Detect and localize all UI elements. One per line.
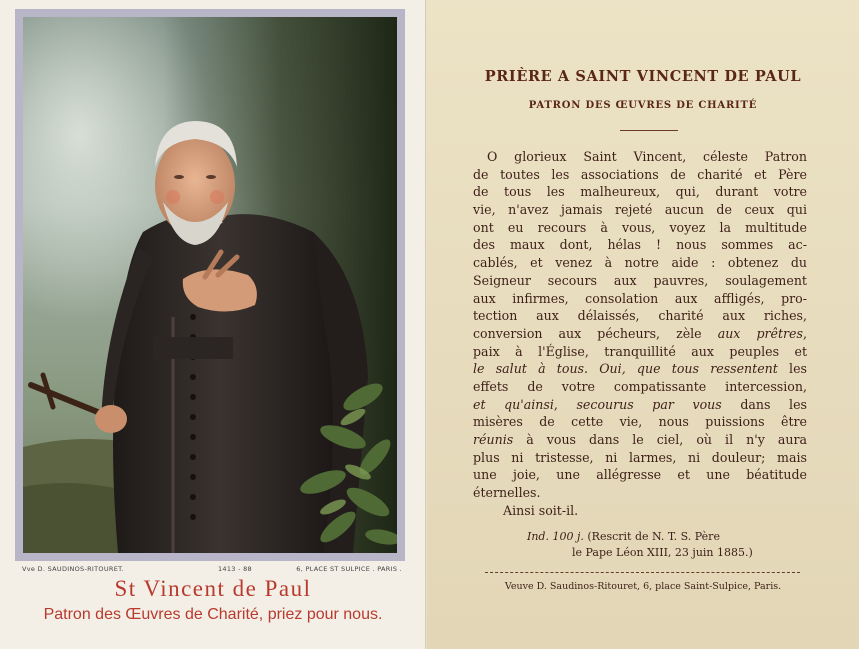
prayer-line-segment: secourus par vous [576,396,722,412]
prayer-line [473,325,807,343]
prayer-line [473,290,807,308]
painting-frame [15,9,405,561]
prayer-line-segment: , [553,396,577,412]
prayer-line-segment: de tous les malheureux, qui, durant votre [473,184,807,200]
prayer-line [473,166,807,184]
prayer-line-segment: Ainsi soit-il. [503,502,579,518]
prayer-line [473,183,807,201]
prayer-line [473,396,807,414]
prayer-line-segment: éternelles. [473,485,541,501]
prayer-line [473,360,807,378]
holy-card-front [0,0,426,649]
imprint-publisher: Vve D. SAUDINOS-RITOURET. [22,565,124,573]
prayer-line-segment: tection aux délaissés, charité aux riches, [473,308,807,324]
card-subtitle: Patron des Œuvres de Charité, priez pour nous. [43,606,383,623]
prayer-subtitle: PATRON DES ŒUVRES DE CHARITÉ [528,100,758,111]
prayer-line [473,502,807,520]
prayer-line [473,219,807,237]
prayer-line-segment: aux infirmes, consolation aux affligés, pro- [473,290,807,306]
prayer-line [473,484,807,502]
prayer-line [473,307,807,325]
prayer-line [473,236,807,254]
prayer-line-segment: à vous dans le ciel, où il n'y aura [513,432,807,447]
prayer-line-segment: effets de votre compatissante intercession, [473,378,807,394]
prayer-line-segment: conversion aux pécheurs, zèle [473,325,718,341]
prayer-line-segment: Seigneur secours aux pauvres, soulagement [473,272,807,288]
indulgence-rescript: (Rescrit de N. T. S. Père [587,530,720,543]
imprint-address: 6, PLACE ST SULPICE . PARIS . [296,565,402,573]
prayer-line-segment: les [777,361,808,377]
prayer-line [473,449,807,467]
prayer-line-segment: aux prêtres [717,325,803,341]
footer-divider [485,572,800,573]
prayer-line-segment: de toutes les associations de charité et Père [473,166,807,182]
imprint-number: 1413 - 88 [218,565,252,573]
indulgence-note [527,529,827,561]
prayer-line [473,254,807,272]
prayer-line-segment: une joie, une allégresse et une béatitude [473,467,807,483]
prayer-line [473,272,807,290]
prayer-line-segment: misères de cette vie, nous puissions être [473,414,807,430]
prayer-line-segment: O glorieux Saint Vincent, céleste Patron [487,149,807,164]
title-divider [620,130,678,131]
prayer-line-segment: plus ni tristesse, ni larmes, ni douleur; mais [473,449,807,465]
prayer-line-segment: réunis [473,432,514,447]
indulgence-line-1 [527,529,827,545]
prayer-line-segment: cablés, et venez à notre aide : obtenez du [473,255,807,271]
indulgence-label: Ind. 100 j. [527,530,584,543]
prayer-line-segment: le salut à tous. Oui, que tous ressentent [473,361,778,377]
prayer-line-segment: vie, n'avez jamais rejeté aucun de ceux qui [473,202,807,218]
prayer-line-segment: , [802,325,807,341]
prayer-line [473,148,807,166]
saint-portrait-painting [23,17,397,553]
prayer-line [473,343,807,361]
holy-card-back [427,0,859,649]
prayer-text [473,148,807,519]
indulgence-line-2: le Pape Léon XIII, 23 juin 1885.) [572,546,753,559]
prayer-line [473,466,807,484]
prayer-line-segment: dans les [721,396,807,412]
publisher-line: Veuve D. Saudinos-Ritouret, 6, place Saint-Sulpice, Paris. [504,581,782,592]
prayer-line [473,413,807,431]
card-title: St Vincent de Paul [114,576,312,601]
prayer-line-segment: paix à l'Église, tranquillité aux peuples et [473,343,807,359]
prayer-title: PRIÈRE A SAINT VINCENT DE PAUL [484,68,802,85]
prayer-line [473,378,807,396]
prayer-line-segment: ont eu recours à vous, voyez la multitude [473,219,807,235]
prayer-line-segment: des maux dont, hélas ! nous sommes ac- [473,237,807,253]
prayer-line [473,431,807,449]
prayer-line-segment: et qu'ainsi [473,396,554,412]
prayer-line [473,201,807,219]
